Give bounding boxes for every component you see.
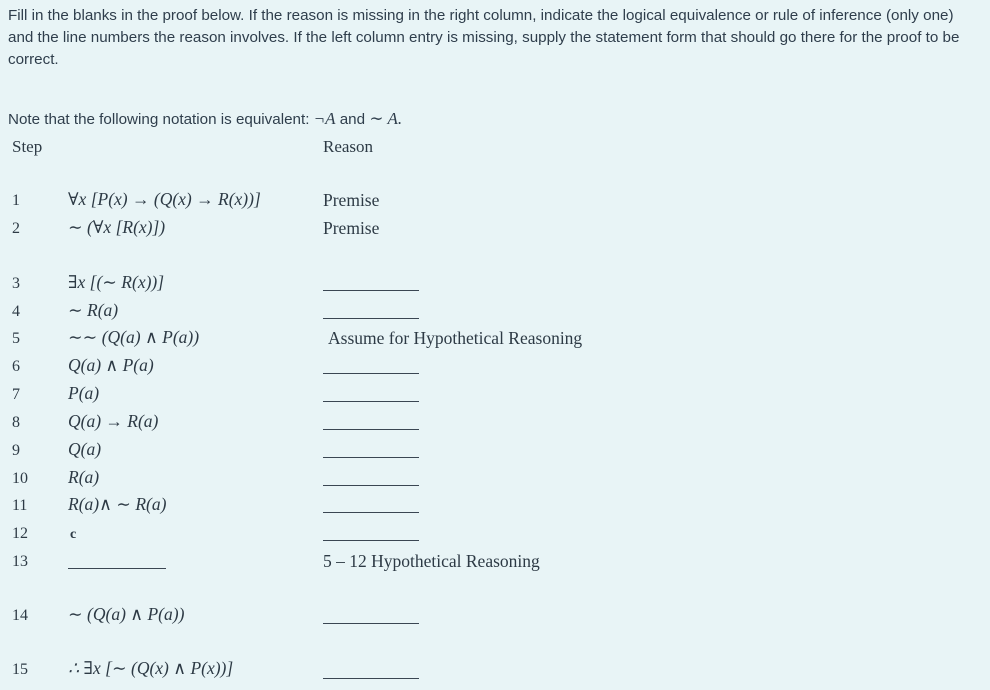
- note-conjunction: and: [335, 111, 370, 128]
- step-number: 9: [12, 442, 20, 459]
- step-reason: Assume for Hypothetical Reasoning: [328, 328, 583, 348]
- reason-blank[interactable]: [323, 290, 419, 291]
- step-number: 1: [12, 192, 20, 209]
- step-number: 4: [12, 303, 20, 320]
- step-reason: Premise: [323, 190, 380, 210]
- reason-blank[interactable]: [323, 540, 419, 541]
- reason-blank[interactable]: [323, 429, 419, 430]
- instructions-text: Fill in the blanks in the proof below. If the reason is missing in the right column, indicate the logical equivalence or rule of inference (only one) and the line numbers the reason involves. If the left column entry is missing, supply the statement form that should go there for the proof to be correct.: [8, 7, 960, 68]
- step-number: 2: [12, 220, 20, 237]
- reason-blank[interactable]: [323, 318, 419, 319]
- step-reason: 5 – 12 Hypothetical Reasoning: [323, 551, 540, 571]
- reason-blank[interactable]: [323, 623, 419, 624]
- step-statement: ∴ ∃x [∼ (Q(x) ∧ P(x))]: [68, 658, 234, 678]
- step-statement: ∼∼ (Q(a) ∧ P(a)): [68, 327, 200, 347]
- header-reason: Reason: [323, 137, 374, 156]
- reason-blank[interactable]: [323, 678, 419, 679]
- reason-blank[interactable]: [323, 401, 419, 402]
- step-statement: ∃x [(∼ R(x))]: [68, 272, 165, 292]
- step-number: 5: [12, 330, 20, 347]
- step-number: 8: [12, 414, 20, 431]
- step-number: 15: [12, 661, 28, 678]
- step-number: 12: [12, 525, 28, 542]
- reason-blank[interactable]: [323, 485, 419, 486]
- step-statement: ∀x [P(x) → (Q(x) → R(x))]: [68, 189, 261, 209]
- note-prefix: Note that the following notation is equivalent:: [8, 111, 314, 128]
- step-statement: Q(a) → R(a): [68, 411, 159, 431]
- step-statement: c: [70, 527, 77, 542]
- reason-blank[interactable]: [323, 457, 419, 458]
- step-number: 10: [12, 470, 28, 487]
- step-statement: ∼ (Q(a) ∧ P(a)): [68, 604, 185, 624]
- reason-blank[interactable]: [323, 512, 419, 513]
- step-number: 11: [12, 497, 28, 514]
- note-symbol-tilde: ∼ A.: [369, 109, 403, 128]
- step-number: 7: [12, 386, 20, 403]
- step-statement: R(a): [68, 467, 100, 487]
- reason-blank[interactable]: [323, 373, 419, 374]
- step-statement: Q(a): [68, 439, 102, 459]
- step-reason: Premise: [323, 218, 380, 238]
- step-statement: P(a): [68, 383, 100, 403]
- step-number: 13: [12, 553, 28, 570]
- step-statement: Q(a) ∧ P(a): [68, 355, 154, 375]
- header-step: Step: [12, 137, 43, 156]
- step-number: 14: [12, 607, 28, 624]
- step-statement: R(a)∧ ∼ R(a): [68, 494, 167, 514]
- step-statement: ∼ R(a): [68, 300, 119, 320]
- step-number: 6: [12, 358, 20, 375]
- step-number: 3: [12, 275, 20, 292]
- note-symbol-neg: ¬A: [313, 109, 336, 128]
- statement-blank[interactable]: [68, 568, 166, 569]
- notation-note: [8, 108, 402, 131]
- step-statement: ∼ (∀x [R(x)]): [68, 217, 166, 237]
